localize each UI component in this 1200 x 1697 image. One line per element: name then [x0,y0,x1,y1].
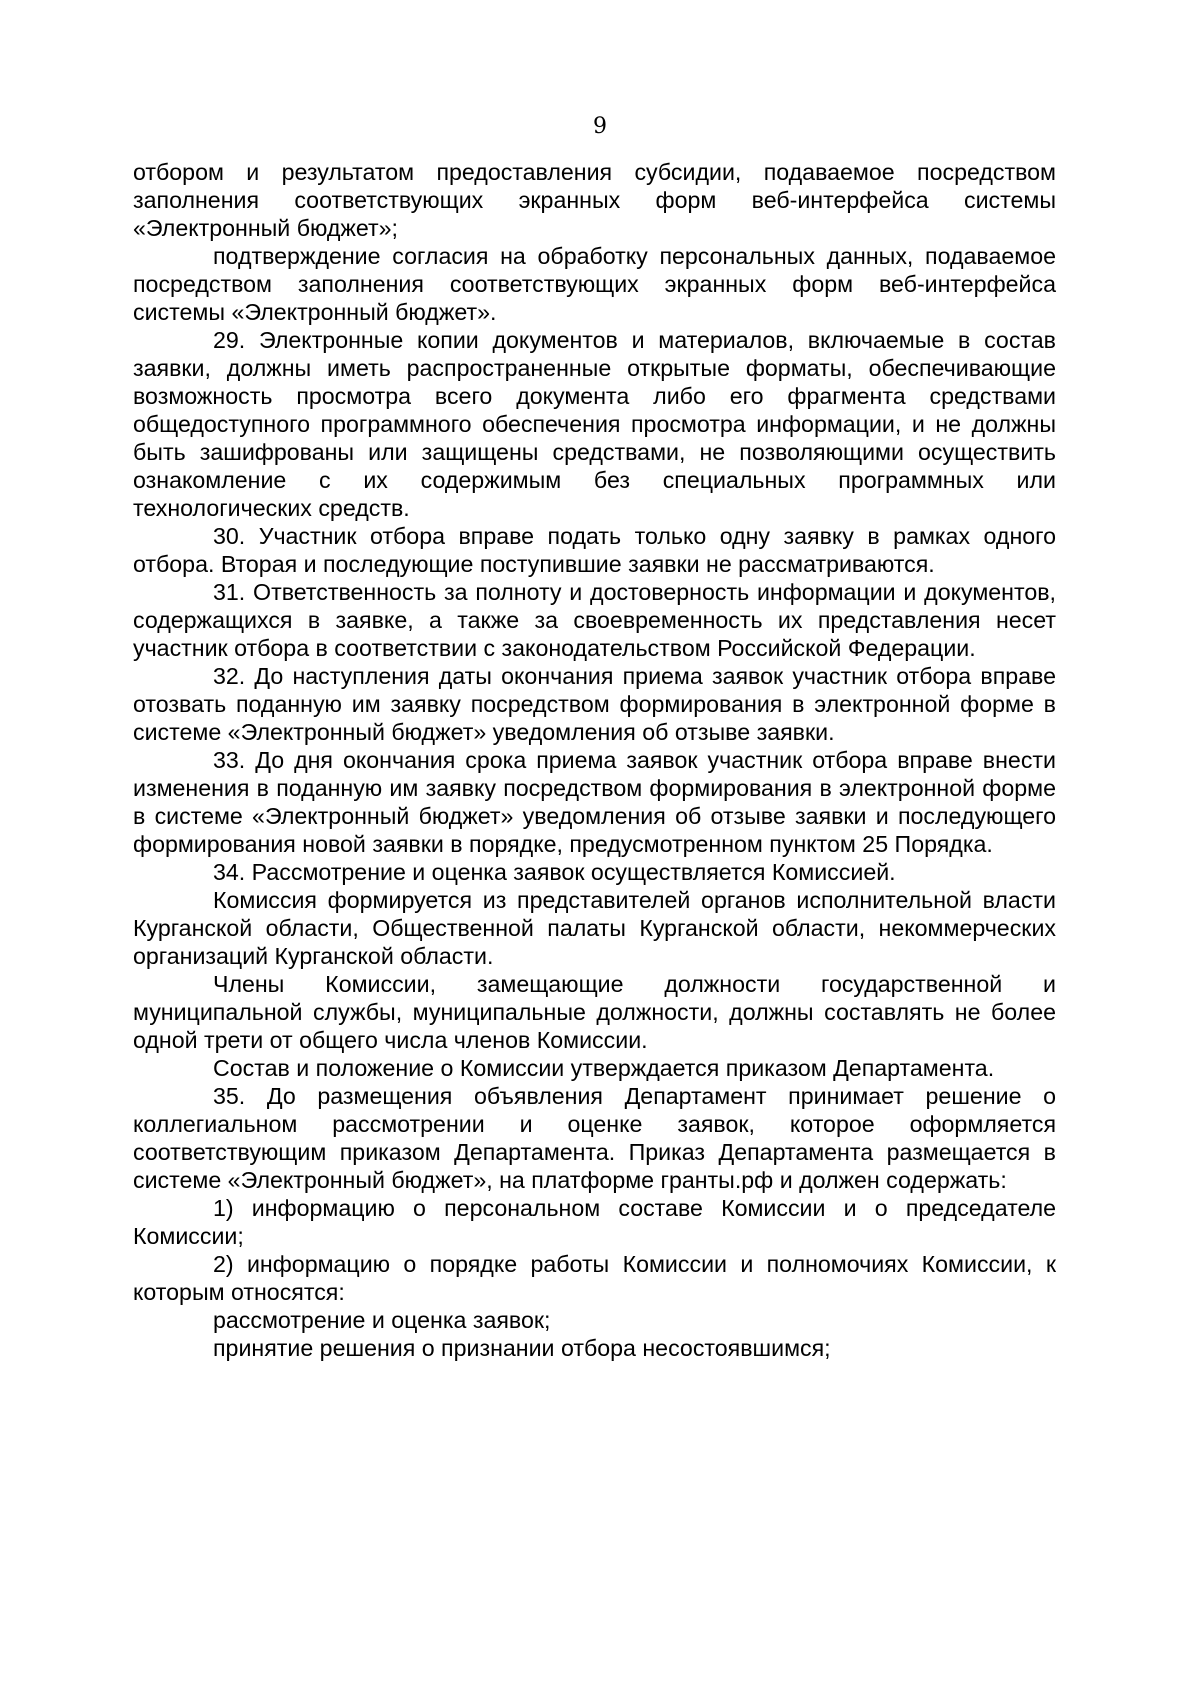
paragraph: 30. Участник отбора вправе подать только одну заявку в рамках одного отбора. Вторая и последующие поступившие заявки не рассматриваются. [133,523,1056,577]
paragraph: подтверждение согласия на обработку персональных данных, подаваемое посредством заполнения соответствующих экранных форм веб-интерфейса системы «Электронный бюджет». [133,243,1056,325]
paragraph: принятие решения о признании отбора несостоявшимся; [213,1335,831,1361]
paragraph: 31. Ответственность за полноту и достоверность информации и документов, содержащихся в заявке, а также за своевременность их представления несет участник отбора в соответствии с законодательством Российской Федерации. [133,579,1056,661]
paragraph: рассмотрение и оценка заявок; [213,1307,551,1333]
paragraph: 33. До дня окончания срока приема заявок участник отбора вправе внести изменения в поданную им заявку посредством формирования в электронной форме в системе «Электронный бюджет» уведомления об отзыве заявки и последующего формирования новой заявки в порядке, предусмотренном пунктом 25 Порядка. [133,747,1056,857]
document-body [133,158,1056,1362]
paragraph: 2) информацию о порядке работы Комиссии и полномочиях Комиссии, к которым относятся: [133,1251,1056,1305]
paragraph: 34. Рассмотрение и оценка заявок осуществляется Комиссией. [213,859,896,885]
paragraph: 29. Электронные копии документов и материалов, включаемые в состав заявки, должны иметь распространенные открытые форматы, обеспечивающие возможность просмотра всего документа либо его фрагмента средствами общедоступного программного обеспечения просмотра информации, и не должны быть зашифрованы или защищены средствами, не позволяющими осуществить ознакомление с их содержимым без специальных программных или технологических средств. [133,327,1056,521]
paragraph: Состав и положение о Комиссии утверждается приказом Департамента. [213,1055,995,1081]
paragraph: Члены Комиссии, замещающие должности государственной и муниципальной службы, муниципальные должности, должны составлять не более одной трети от общего числа членов Комиссии. [133,971,1056,1053]
page-number: 9 [593,114,607,139]
paragraph: отбором и результатом предоставления субсидии, подаваемое посредством заполнения соответствующих экранных форм веб-интерфейса системы «Электронный бюджет»; [133,159,1056,241]
paragraph: Комиссия формируется из представителей органов исполнительной власти Курганской области, Общественной палаты Курганской области, некоммерческих организаций Курганской области. [133,887,1056,969]
paragraph: 35. До размещения объявления Департамент принимает решение о коллегиальном рассмотрении и оценке заявок, которое оформляется соответствующим приказом Департамента. Приказ Департамента размещается в системе «Электронный бюджет», на платформе гранты.рф и должен содержать: [133,1083,1056,1193]
paragraph: 1) информацию о персональном составе Комиссии и о председателе Комиссии; [133,1195,1056,1249]
paragraph: 32. До наступления даты окончания приема заявок участник отбора вправе отозвать поданную им заявку посредством формирования в электронной форме в системе «Электронный бюджет» уведомления об отзыве заявки. [133,663,1056,745]
